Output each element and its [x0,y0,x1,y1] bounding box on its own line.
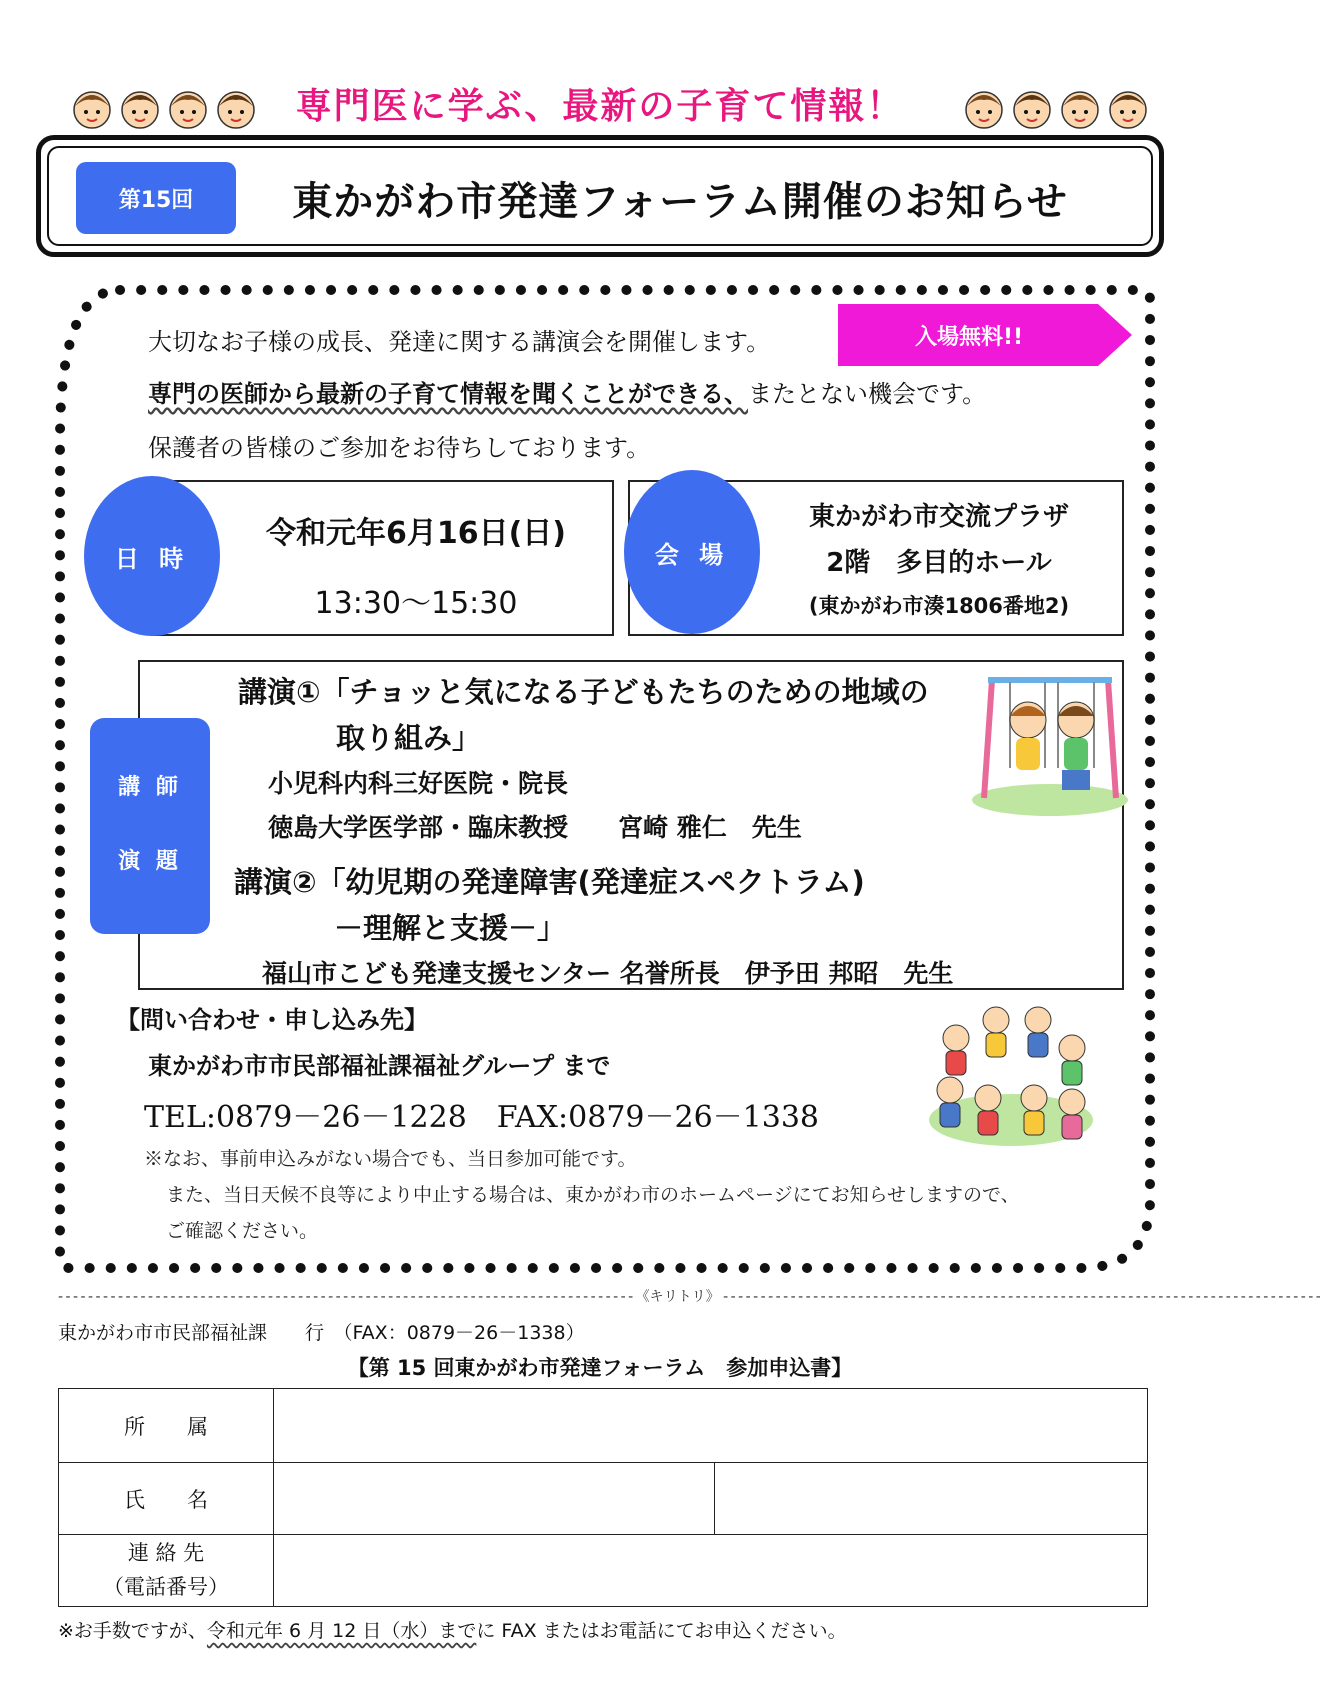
name-label: 氏 名 [59,1463,274,1535]
contact-label [59,1535,274,1607]
venue-room: 2階 多目的ホール [826,548,1052,578]
cut-line-label: 《キリトリ》 [635,1289,720,1305]
name-field-1[interactable] [274,1463,715,1535]
form-title: 【第 15 回東かがわ市発達フォーラム 参加申込書】 [347,1356,853,1380]
note-2: また、当日天候不良等により中止する場合は、東かがわ市のホームページにてお知らせしますので、 [166,1184,1020,1206]
footer-suffix: に FAX またはお電話にてお申込ください。 [476,1620,847,1642]
venue-address: (東かがわ市湊1806番地2) [808,594,1070,618]
speaker-2: 福山市こども発達支援センター 名誉所長 伊予田 邦昭 先生 [262,959,954,988]
contact-heading: 【問い合わせ・申し込み先】 [116,1006,428,1034]
datetime-label: 日 時 [84,476,220,636]
intro-line-2-rest: またとない機会です。 [748,380,987,408]
speaker-1-affiliation: 小児科内科三好医院・院長 [268,769,569,798]
lecture-2-title: 講演②「幼児期の発達障害(発達症スペクトラム) [234,865,865,899]
venue-name: 東かがわ市交流プラザ [808,502,1069,532]
note-1: ※なお、事前申込みがない場合でも、当日参加可能です。 [144,1148,637,1170]
page-title: 東かがわ市発達フォーラム開催のお知らせ [292,179,1068,225]
form-addressee: 東かがわ市市民部福祉課 行 （FAX：0879－26－1338） [58,1322,585,1344]
contact-label-line-2: （電話番号） [103,1574,229,1599]
cut-line: - - - - - - - - - - - - - - - - - - - - - - - - - - - - - - - - - - - - - - - - - - - - - - - - - - - - - - - - - - - - - - - - - - - - - - - - - - - - - 《キリトリ》 - - - - - - - - - - - - - - - - - - - - - - - - - - - - - - - - - - - - - - - - - - - - - - - - - - - - - - - - - - - - - - - - - - - - - - - - - - - - - - - - [58,1289,1320,1305]
speaker-1-name: 徳島大学医学部・臨床教授 宮崎 雅仁 先生 [268,813,802,842]
affiliation-label: 所 属 [59,1389,274,1463]
application-form [58,1388,1148,1607]
event-time: 13:30～15:30 [314,586,518,621]
intro-line-2 [148,374,986,409]
topic-label: 演 題 [118,849,182,874]
children-circle-illustration [926,998,1096,1148]
venue-label: 会 場 [624,470,760,634]
intro-line-3: 保護者の皆様のご参加をお待ちしております。 [148,434,651,462]
footer-prefix: ※お手数ですが、 [58,1620,207,1642]
phone-field[interactable] [274,1535,1148,1607]
note-3: ご確認ください。 [166,1220,319,1242]
contact-label-line-1: 連 絡 先 [127,1540,205,1565]
contact-phones: TEL:0879－26－1228 FAX:0879－26－1338 [144,1100,820,1135]
footer-deadline: 令和元年 6 月 12 日（水）まで [206,1620,477,1642]
event-date: 令和元年6月16日(日) [265,516,567,551]
top-heading: 専門医に学ぶ、最新の子育て情報！ [295,86,905,127]
contact-department: 東かがわ市市民部福祉課福祉グループ まで [148,1052,611,1080]
swing-illustration [970,668,1130,818]
intro-line-1: 大切なお子様の成長、発達に関する講演会を開催します。 [148,328,771,356]
lectures-label [90,718,210,934]
edition-badge: 第15回 [76,162,236,234]
speaker-label: 講 師 [118,775,182,800]
free-admission-label: 入場無料!! [914,324,1024,350]
intro-emphasis: 専門の医師から最新の子育て情報を聞くことができる、 [148,380,748,408]
affiliation-field[interactable] [274,1389,1148,1463]
name-field-2[interactable] [715,1463,1148,1535]
lecture-1-title: 講演①「チョッと気になる子どもたちのための地域の [238,675,929,709]
lecture-2-title-cont: －理解と支援－」 [334,911,567,945]
form-footer-note [58,1616,847,1643]
lecture-1-title-cont: 取り組み」 [336,721,482,755]
